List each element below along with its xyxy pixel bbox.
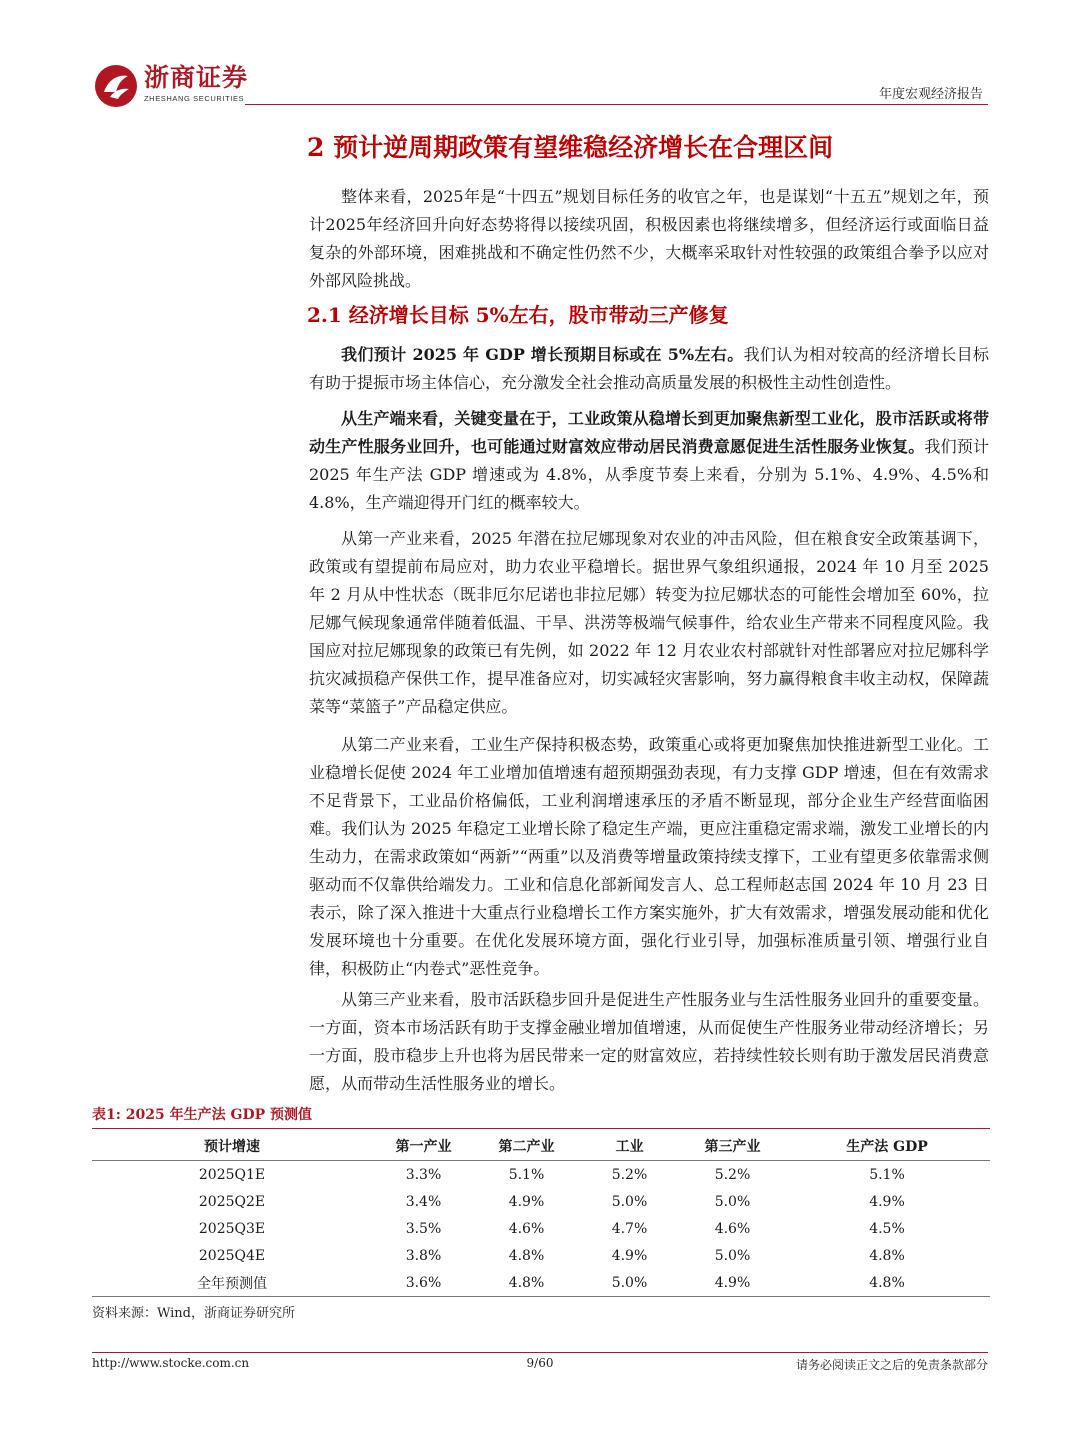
table-cell: 3.5%	[405, 1220, 442, 1237]
intro-paragraph: 整体来看，2025年是“十四五”规划目标任务的收官之年，也是谋划“十五五”规划之年，预计2025年经济回升向好态势将得以接续巩固，积极因素也将继续增多，但经济运行或面临日益复杂的外部环境，困难挑战和不确定性仍然不少，大概率采取针对性较强的政策组合拳予以应对外部风险挑战。	[309, 187, 989, 290]
table-header-cell: 工业	[615, 1139, 644, 1155]
table-row	[92, 1215, 990, 1242]
table-cell: 4.9%	[869, 1193, 905, 1210]
table-cell: 5.1%	[869, 1166, 905, 1183]
table-header-cell: 第三产业	[704, 1139, 761, 1155]
table-cell: 4.7%	[611, 1220, 648, 1237]
section-title: 2 预计逆周期政策有望维稳经济增长在合理区间	[307, 133, 834, 162]
table-row	[92, 1269, 990, 1297]
gdp-forecast-table	[92, 1132, 990, 1297]
paragraph-gdp-target	[309, 341, 989, 397]
paragraph-body: 我们认为相对较高的经济增长目标有助于提振市场主体信心，充分激发全社会推动高质量发展的积极性主动性创造性。	[309, 345, 989, 392]
row-label: 2025Q4E	[198, 1247, 266, 1264]
table-cell: 4.8%	[869, 1247, 905, 1264]
paragraph-secondary-industry: 从第二产业来看，工业生产保持积极态势，政策重心或将更加聚焦加快推进新型工业化。工业稳增长促使 2024 年工业增加值增速有超预期强劲表现，有力支撑 GDP 增速，但在有效需求不足背景下，工业品价格偏低，工业利润增速承压的矛盾不断显现，部分企业生产经营面临困难。我们认为 2025 年稳定工业增长除了稳定生产端，更应注重稳定需求端，激发工业增长的内生动力，在需求政策如“两新”“两重”以及消费等增量政策持续支撑下，工业有望更多依靠需求侧驱动而不仅靠供给端发力。工业和信息化部新闻发言人、总工程师赵志国 2024 年 10 月 23 日表示，除了深入推进十大重点行业稳增长工作方案实施外，扩大有效需求，增强发展动能和优化发展环境也十分重要。在优化发展环境方面，强化行业引导，加强标准质量引领、增强行业自律，积极防止“内卷式”恶性竞争。	[309, 735, 989, 978]
table-header-cell: 第一产业	[395, 1139, 452, 1155]
table-cell: 3.6%	[405, 1274, 442, 1291]
paragraph-lead-bold: 我们预计 2025 年 GDP 增长预期目标或在 5%左右。	[341, 345, 744, 364]
paragraph-primary-industry: 从第一产业来看，2025 年潜在拉尼娜现象对农业的冲击风险，但在粮食安全政策基调下，政策或有望提前布局应对，助力农业平稳增长。据世界气象组织通报，2024 年 10 月至 2025 年 2 月从中性状态（既非厄尔尼诺也非拉尼娜）转变为拉尼娜状态的可能性会增加至 60%，拉尼娜气候现象通常伴随着低温、干旱、洪涝等极端气候事件，给农业生产带来不同程度风险。我国应对拉尼娜现象的政策已有先例，如 2022 年 12 月农业农村部就针对性部署应对拉尼娜科学抗灾减损稳产保供工作，提早准备应对，切实减轻灾害影响，努力赢得粮食丰收主动权，保障蔬菜等“菜篮子”产品稳定供应。	[309, 529, 989, 716]
paragraph-body: 我们预计 2025 年生产法 GDP 增速或为 4.8%，从季度节奏上来看，分别为 5.1%、4.9%、4.5%和 4.8%，生产端迎得开门红的概率较大。	[309, 437, 989, 512]
subsection-title: 2.1 经济增长目标 5%左右，股市带动三产修复	[307, 303, 729, 327]
table-cell: 5.1%	[508, 1166, 545, 1183]
row-label: 全年预测值	[197, 1275, 267, 1292]
table-cell: 4.6%	[714, 1220, 751, 1237]
table-source-note: 资料来源：Wind，浙商证券研究所	[92, 1306, 295, 1321]
table-cell: 4.8%	[508, 1274, 545, 1291]
paragraph-production-side	[309, 405, 989, 517]
table-cell: 4.9%	[714, 1274, 751, 1291]
page-number: 9/60	[526, 1356, 554, 1370]
report-type-label: 年度宏观经济报告	[878, 87, 983, 102]
table-cell: 4.9%	[508, 1193, 545, 1210]
paragraph-lead-bold: 从生产端来看，关键变量在于，工业政策从稳增长到更加聚焦新型工业化，股市活跃或将带动生产性服务业回升，也可能通过财富效应带动居民消费意愿促进生活性服务业恢复。	[309, 409, 989, 456]
table-row	[92, 1242, 990, 1269]
table-cell: 4.8%	[869, 1274, 905, 1291]
table-top-rule	[92, 1128, 990, 1129]
logo-chinese-name: 浙商证券	[144, 63, 249, 92]
disclaimer-note: 请务必阅读正文之后的免责条款部分	[795, 1358, 988, 1372]
table-cell: 5.2%	[714, 1166, 751, 1183]
table-header-row	[92, 1132, 990, 1161]
table-row	[92, 1161, 990, 1189]
row-label: 2025Q3E	[198, 1220, 266, 1237]
table-row	[92, 1188, 990, 1215]
table-caption: 表1: 2025 年生产法 GDP 预测值	[92, 1107, 312, 1123]
row-label: 2025Q1E	[198, 1166, 266, 1183]
table-header-cell: 预计增速	[204, 1139, 260, 1155]
company-logo	[94, 64, 248, 108]
table-cell: 5.0%	[714, 1193, 751, 1210]
footer-website-link[interactable]: http://www.stocke.com.cn	[92, 1356, 250, 1370]
table-cell: 5.2%	[611, 1166, 648, 1183]
table-cell: 4.6%	[508, 1220, 545, 1237]
header-divider	[245, 104, 988, 105]
logo-emblem-icon	[94, 64, 138, 108]
table-header-cell: 生产法 GDP	[846, 1139, 928, 1155]
footer-divider	[92, 1352, 988, 1353]
table-header-cell: 第二产业	[498, 1139, 555, 1155]
table-cell: 5.0%	[714, 1247, 751, 1264]
table-cell: 3.8%	[405, 1247, 442, 1264]
table-cell: 3.3%	[405, 1166, 442, 1183]
table-cell: 5.0%	[611, 1193, 648, 1210]
table-cell: 4.8%	[508, 1247, 545, 1264]
table-cell: 5.0%	[611, 1274, 648, 1291]
table-cell: 4.5%	[869, 1220, 905, 1237]
table-cell: 3.4%	[405, 1193, 442, 1210]
logo-english-name: ZHESHANG SECURITIES	[144, 94, 245, 103]
paragraph-tertiary-industry: 从第三产业来看，股市活跃稳步回升是促进生产性服务业与生活性服务业回升的重要变量。一方面，资本市场活跃有助于支撑金融业增加值增速，从而促使生产性服务业带动经济增长；另一方面，股市稳步上升也将为居民带来一定的财富效应，若持续性较长则有助于激发居民消费意愿，从而带动生活性服务业的增长。	[309, 990, 989, 1093]
table-cell: 4.9%	[611, 1247, 648, 1264]
row-label: 2025Q2E	[198, 1193, 266, 1210]
